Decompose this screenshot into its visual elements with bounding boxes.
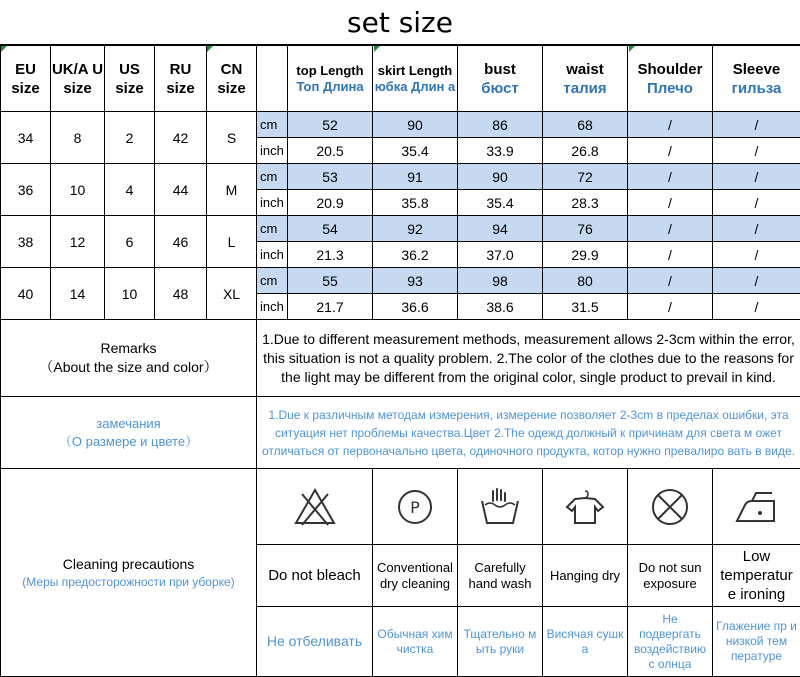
cleaning-icon-row xyxy=(1,469,800,545)
sleeve-header xyxy=(713,46,800,112)
care-label-en: Do not bleach xyxy=(257,545,373,607)
no-sun-icon xyxy=(628,469,713,545)
page-title: set size xyxy=(0,0,800,45)
remarks-ru-sublabel: （О размере и цвете） xyxy=(1,433,256,451)
unit-cell: cm xyxy=(257,112,288,138)
top-length-cell: 52 xyxy=(288,112,373,138)
waist-cell: 80 xyxy=(543,268,628,294)
top-length-en: top Length xyxy=(296,63,363,78)
shoulder-cell: / xyxy=(628,216,713,242)
shoulder-cell: / xyxy=(628,164,713,190)
skirt-length-cell: 90 xyxy=(373,112,458,138)
care-label-ru: Висячая сушк а xyxy=(543,607,628,677)
hand-wash-icon xyxy=(458,469,543,545)
cn-size-cell: S xyxy=(207,112,257,164)
uk-size-cell: 12 xyxy=(51,216,105,268)
shoulder-cell: / xyxy=(628,138,713,164)
size-row-cm xyxy=(1,164,800,190)
sleeve-cell: / xyxy=(713,242,800,268)
skirt-length-cell: 92 xyxy=(373,216,458,242)
skirt-length-en: skirt Length xyxy=(378,63,452,78)
bust-header xyxy=(458,46,543,112)
cleaning-label-cell xyxy=(1,469,257,677)
corner-mark xyxy=(1,46,7,52)
unit-cell: cm xyxy=(257,164,288,190)
remarks-ru-label: замечания xyxy=(1,415,256,433)
unit-header xyxy=(257,46,288,112)
waist-ru: талия xyxy=(543,79,627,98)
waist-cell: 76 xyxy=(543,216,628,242)
sleeve-cell: / xyxy=(713,112,800,138)
unit-cell: inch xyxy=(257,138,288,164)
remarks-ru-text: 1.Due к различным методам измерения, измерение позволяет 2-3cm в пределах ошибки, эта ситуация нет проблемы качества.Цвет 2.The одежд должный к причинам для света м ожет отличаться от первоначально цвета, одиночного продукта, котор нужно превалиро вать в виде. xyxy=(257,397,800,469)
eu-size-cell: 34 xyxy=(1,112,51,164)
us-size-header: US size xyxy=(105,46,155,112)
care-label-en: Conventional dry cleaning xyxy=(373,545,458,607)
us-size-cell: 2 xyxy=(105,112,155,164)
cleaning-label: Cleaning precautions xyxy=(1,555,256,574)
corner-mark xyxy=(207,46,213,52)
shoulder-cell: / xyxy=(628,242,713,268)
shoulder-cell: / xyxy=(628,294,713,320)
care-label-en: Carefully hand wash xyxy=(458,545,543,607)
skirt-length-cell: 93 xyxy=(373,268,458,294)
care-label-ru: Не отбеливать xyxy=(257,607,373,677)
unit-cell: cm xyxy=(257,268,288,294)
corner-mark xyxy=(629,46,635,52)
unit-cell: inch xyxy=(257,294,288,320)
eu-size-cell: 36 xyxy=(1,164,51,216)
us-size-cell: 10 xyxy=(105,268,155,320)
skirt-length-cell: 35.4 xyxy=(373,138,458,164)
care-label-en: Hanging dry xyxy=(543,545,628,607)
low-iron-icon xyxy=(713,469,800,545)
shoulder-cell: / xyxy=(628,268,713,294)
remarks-label-cell xyxy=(1,320,257,397)
remarks-ru-row xyxy=(1,397,800,469)
shoulder-cell: / xyxy=(628,112,713,138)
waist-en: waist xyxy=(566,61,604,78)
care-label-ru: Обычная хим чистка xyxy=(373,607,458,677)
sleeve-cell: / xyxy=(713,216,800,242)
shoulder-cell: / xyxy=(628,190,713,216)
remarks-ru-label-cell xyxy=(1,397,257,469)
waist-cell: 26.8 xyxy=(543,138,628,164)
shoulder-header xyxy=(628,46,713,112)
bust-cell: 35.4 xyxy=(458,190,543,216)
skirt-length-cell: 91 xyxy=(373,164,458,190)
size-row-cm xyxy=(1,216,800,242)
uk-size-header: UK/A U size xyxy=(51,46,105,112)
unit-cell: cm xyxy=(257,216,288,242)
waist-cell: 72 xyxy=(543,164,628,190)
uk-size-cell: 8 xyxy=(51,112,105,164)
waist-header xyxy=(543,46,628,112)
unit-cell: inch xyxy=(257,190,288,216)
sleeve-cell: / xyxy=(713,268,800,294)
top-length-cell: 21.3 xyxy=(288,242,373,268)
cn-size-cell: L xyxy=(207,216,257,268)
bust-en: bust xyxy=(484,61,516,78)
remarks-row xyxy=(1,320,800,397)
skirt-length-header xyxy=(373,46,458,112)
remarks-label: Remarks xyxy=(1,339,256,358)
sleeve-cell: / xyxy=(713,138,800,164)
cn-size-cell: XL xyxy=(207,268,257,320)
cn-size-header: CN size xyxy=(207,46,257,112)
ru-size-header: RU size xyxy=(155,46,207,112)
sleeve-cell: / xyxy=(713,164,800,190)
bust-cell: 86 xyxy=(458,112,543,138)
care-label-ru: Не подвергать воздействию с олнца xyxy=(628,607,713,677)
waist-cell: 68 xyxy=(543,112,628,138)
eu-size-cell: 40 xyxy=(1,268,51,320)
ru-size-cell: 48 xyxy=(155,268,207,320)
header-row xyxy=(1,46,800,112)
corner-mark xyxy=(374,46,380,52)
bust-cell: 33.9 xyxy=(458,138,543,164)
waist-cell: 28.3 xyxy=(543,190,628,216)
size-row-cm xyxy=(1,268,800,294)
top-length-cell: 55 xyxy=(288,268,373,294)
remarks-text: 1.Due to different measurement methods, measurement allows 2-3cm within the error, this situation is not a quality problem. 2.The color of the clothes due to the reasons for the light may be different from the original color, single product to prevail in kind. xyxy=(257,320,800,397)
bust-ru: бюст xyxy=(458,79,542,98)
skirt-length-cell: 36.2 xyxy=(373,242,458,268)
shoulder-ru: Плечо xyxy=(628,79,712,98)
top-length-cell: 53 xyxy=(288,164,373,190)
top-length-ru: Топ Длина xyxy=(288,79,372,95)
size-table xyxy=(0,45,800,677)
bust-cell: 90 xyxy=(458,164,543,190)
care-label-en: Do not sun exposure xyxy=(628,545,713,607)
ru-size-cell: 44 xyxy=(155,164,207,216)
top-length-cell: 21.7 xyxy=(288,294,373,320)
uk-size-cell: 14 xyxy=(51,268,105,320)
top-length-cell: 20.5 xyxy=(288,138,373,164)
uk-size-cell: 10 xyxy=(51,164,105,216)
sleeve-cell: / xyxy=(713,294,800,320)
ru-size-cell: 42 xyxy=(155,112,207,164)
shoulder-en: Shoulder xyxy=(637,61,702,78)
eu-size-header: EU size xyxy=(1,46,51,112)
cn-size-cell: M xyxy=(207,164,257,216)
care-label-ru: Тщательно м ыть руки xyxy=(458,607,543,677)
us-size-cell: 4 xyxy=(105,164,155,216)
sleeve-en: Sleeve xyxy=(733,61,781,78)
top-length-cell: 20.9 xyxy=(288,190,373,216)
no-bleach-icon xyxy=(257,469,373,545)
eu-size-cell: 38 xyxy=(1,216,51,268)
skirt-length-cell: 36.6 xyxy=(373,294,458,320)
us-size-cell: 6 xyxy=(105,216,155,268)
skirt-length-cell: 35.8 xyxy=(373,190,458,216)
bust-cell: 37.0 xyxy=(458,242,543,268)
top-length-header xyxy=(288,46,373,112)
hanging-dry-icon xyxy=(543,469,628,545)
ru-size-cell: 46 xyxy=(155,216,207,268)
top-length-cell: 54 xyxy=(288,216,373,242)
size-row-cm xyxy=(1,112,800,138)
waist-cell: 31.5 xyxy=(543,294,628,320)
cleaning-label-ru: (Меры предосторожности при уборке) xyxy=(1,574,256,590)
bust-cell: 38.6 xyxy=(458,294,543,320)
bust-cell: 94 xyxy=(458,216,543,242)
svg-text:P: P xyxy=(410,498,420,517)
bust-cell: 98 xyxy=(458,268,543,294)
remarks-sublabel: （About the size and color） xyxy=(1,358,256,377)
waist-cell: 29.9 xyxy=(543,242,628,268)
skirt-length-ru: юбка Длин а xyxy=(373,79,457,95)
sleeve-cell: / xyxy=(713,190,800,216)
unit-cell: inch xyxy=(257,242,288,268)
dry-clean-icon xyxy=(373,469,458,545)
sleeve-ru: гильза xyxy=(713,79,800,98)
care-label-en: Low temperatur e ironing xyxy=(713,545,800,607)
care-label-ru: Глажение пр и низкой тем пературе xyxy=(713,607,800,677)
